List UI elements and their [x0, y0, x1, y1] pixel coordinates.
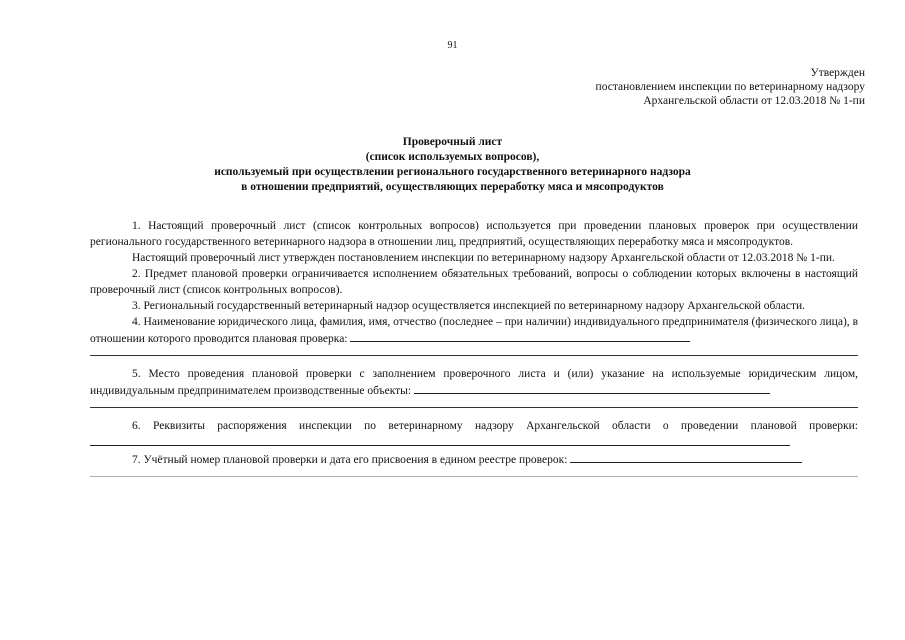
paragraph-4-text: 4. Наименование юридического лица, фамилия, имя, отчество (последнее – при наличии) индивидуального предпринимателя (физического лица), в отношении которого проводится плановая проверка:	[90, 316, 858, 345]
approval-line-3: Архангельской области от 12.03.2018 № 1-пи	[643, 95, 865, 107]
approval-line-1: Утвержден	[810, 67, 865, 79]
inspection-place-fill-line[interactable]	[414, 382, 770, 394]
registry-number-fill-line[interactable]	[570, 451, 802, 463]
approval-line-2: постановлением инспекции по ветеринарному надзору	[595, 81, 865, 93]
title-line-3: используемый при осуществлении регионального государственного ветеринарного надзора	[214, 166, 691, 178]
paragraph-5	[90, 366, 858, 399]
blank-line-7[interactable]	[90, 476, 858, 477]
paragraph-7	[90, 451, 858, 468]
paragraph-5-text: 5. Место проведения плановой проверки с заполнением проверочного листа и (или) указание на используемые юридическим лицом, индивидуальным предпринимателем производственные объекты:	[90, 368, 858, 397]
document-body	[90, 218, 858, 487]
title-line-4: в отношении предприятий, осуществляющих переработку мяса и мясопродуктов	[241, 181, 664, 193]
title-line-1: Проверочный лист	[402, 136, 503, 148]
paragraph-4	[90, 314, 858, 347]
paragraph-3: 3. Региональный государственный ветеринарный надзор осуществляется инспекцией по ветеринарному надзору Архангельской области.	[132, 300, 806, 312]
paragraph-6-text: 6. Реквизиты распоряжения инспекции по ветеринарному надзору Архангельской области о проведении плановой проверки:	[132, 420, 858, 432]
paragraph-6	[90, 418, 858, 451]
title-line-2: (список используемых вопросов),	[365, 151, 540, 163]
blank-line-4[interactable]	[90, 355, 858, 356]
paragraph-1: 1. Настоящий проверочный лист (список контрольных вопросов) используется при проведении плановых проверок при осуществлении регионального государственного ветеринарного надзора в отношении лиц, предприятий, осуществляющих переработку мяса и мясопродуктов.	[90, 220, 858, 248]
order-details-fill-line[interactable]	[90, 434, 790, 446]
approval-block	[596, 66, 865, 108]
blank-line-5[interactable]	[90, 407, 858, 408]
page-number: 91	[447, 40, 458, 51]
paragraph-2: 2. Предмет плановой проверки ограничивается исполнением обязательных требований, вопросы о соблюдении которых включены в настоящий проверочный лист (список контрольных вопросов).	[90, 268, 858, 296]
paragraph-7-text: 7. Учётный номер плановой проверки и дата его присвоения в едином реестре проверок:	[132, 454, 568, 466]
inspected-entity-fill-line[interactable]	[350, 330, 690, 342]
document-title	[0, 135, 905, 195]
paragraph-1-approval: Настоящий проверочный лист утвержден постановлением инспекции по ветеринарному надзору Архангельской области от 12.03.2018 № 1-пи.	[132, 252, 835, 264]
